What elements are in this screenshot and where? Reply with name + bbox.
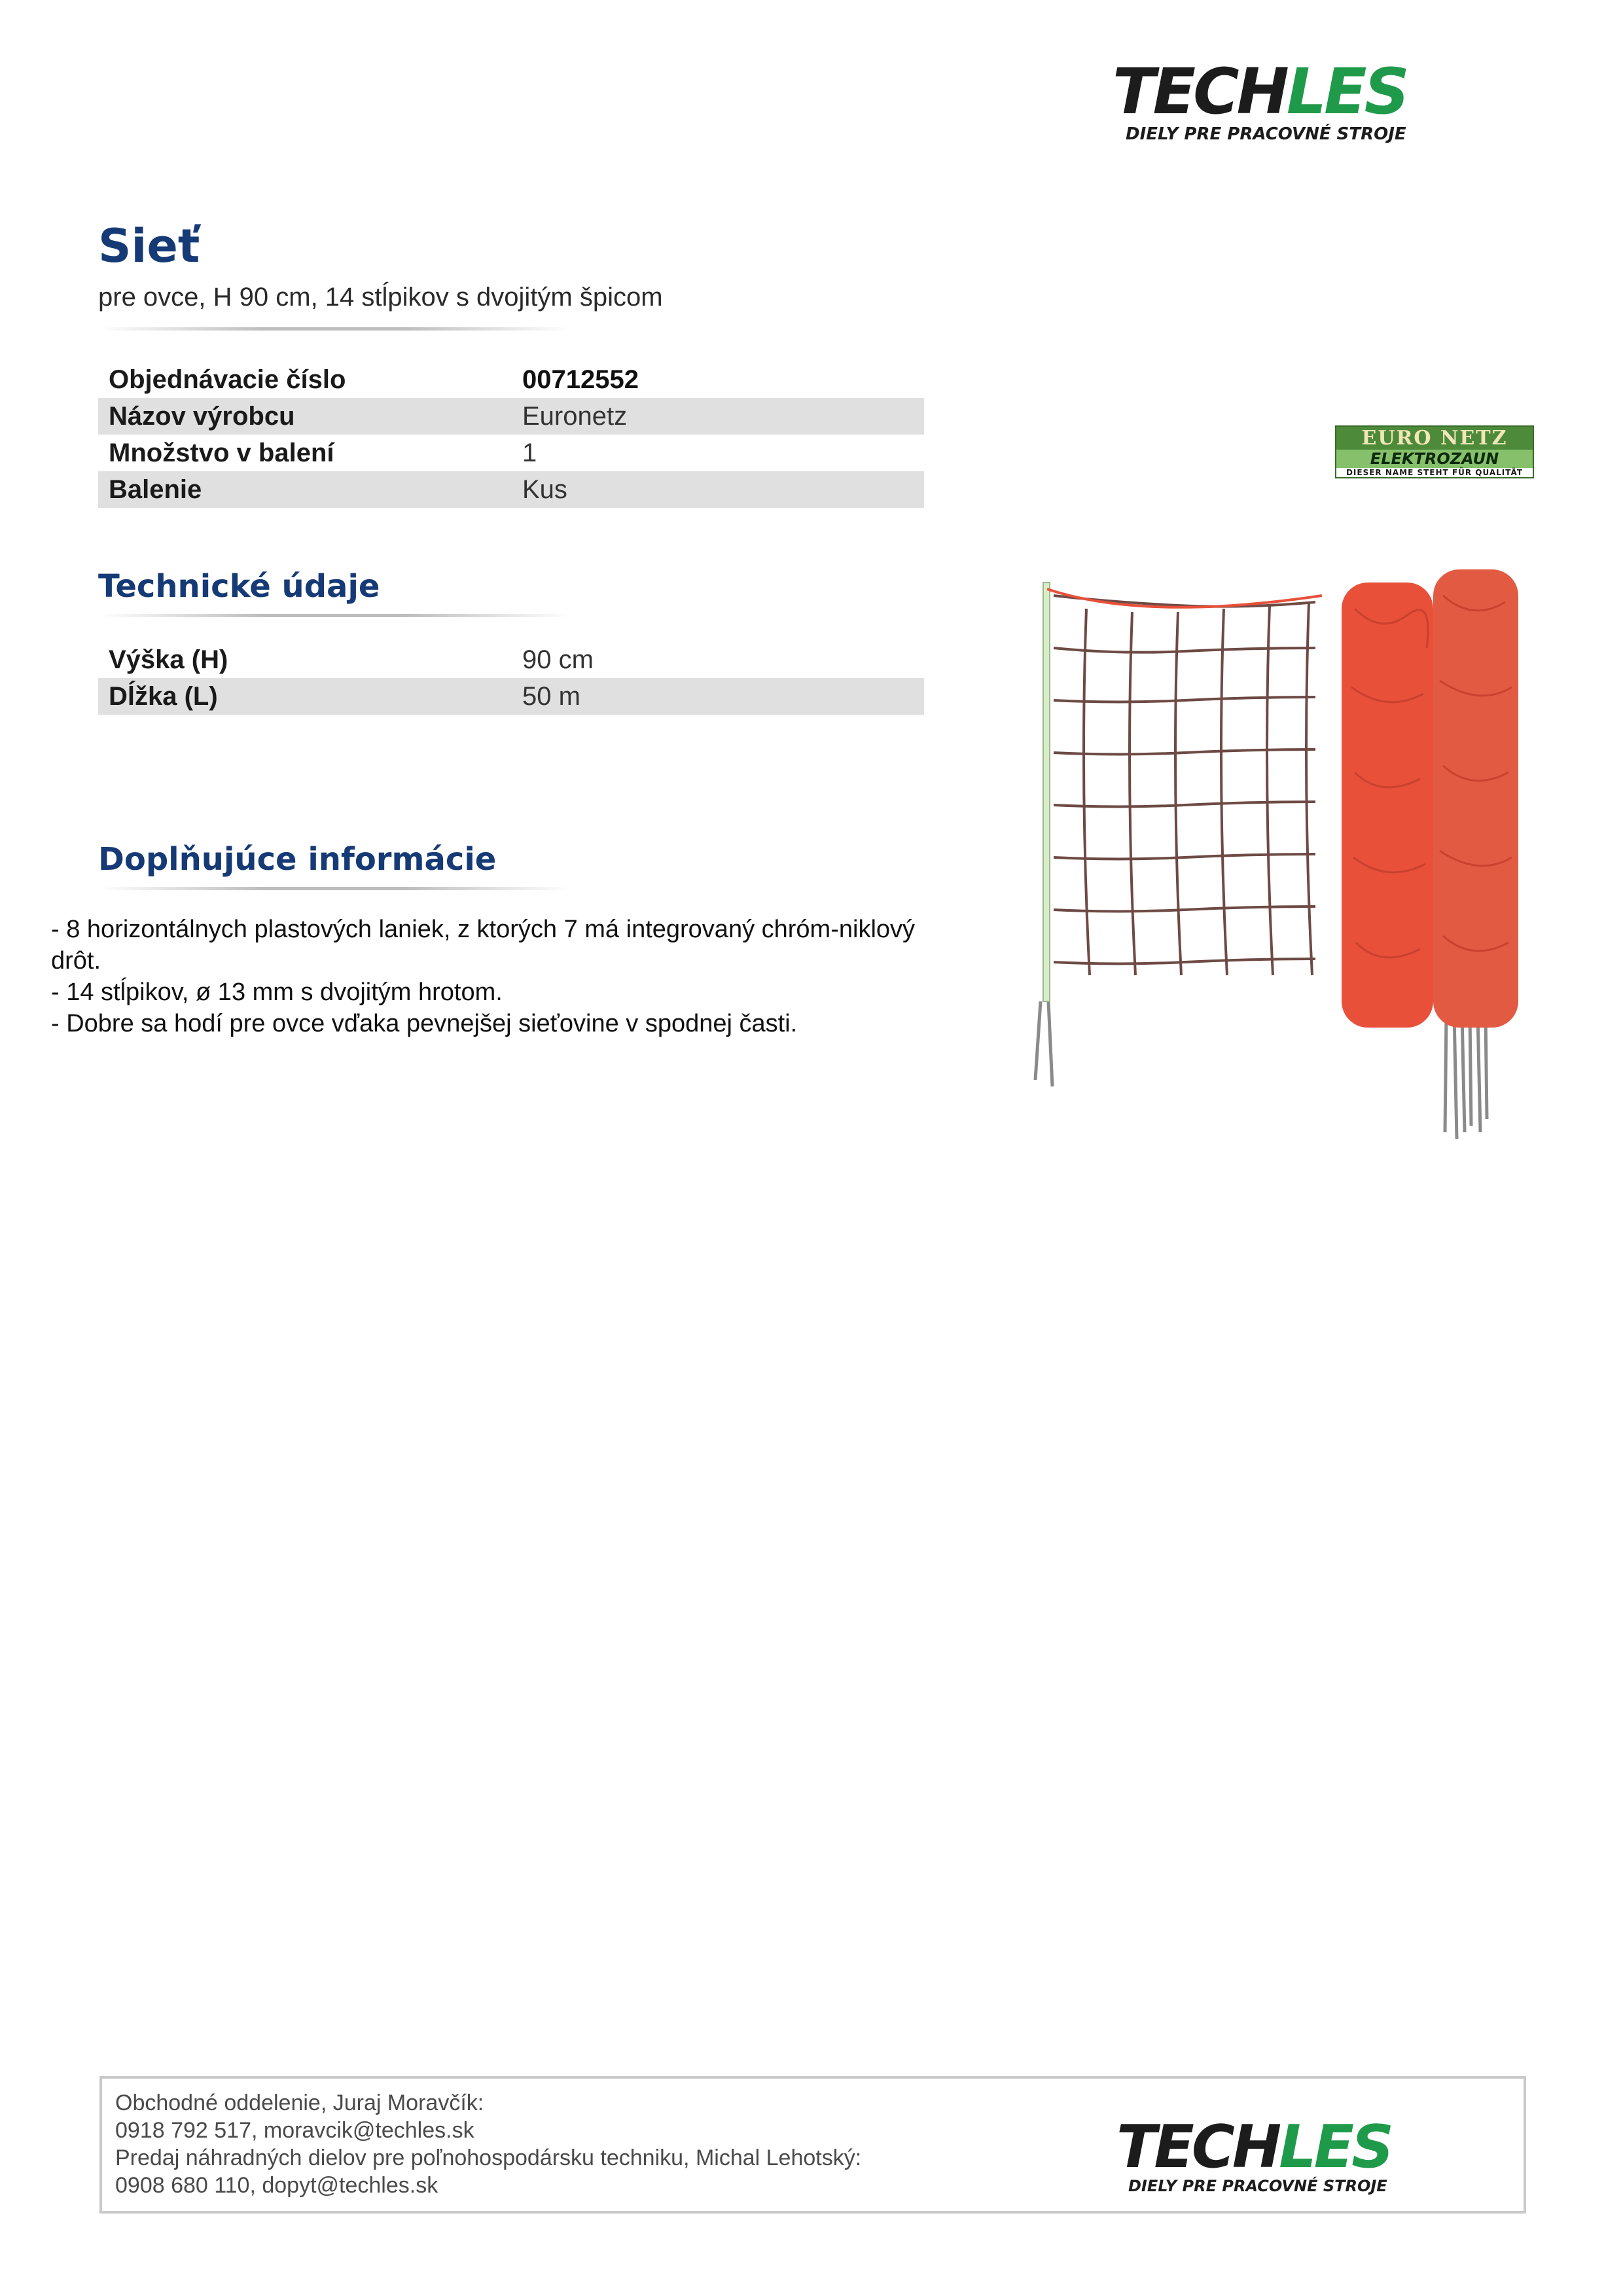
info-line: - 8 horizontálnych plastových laniek, z ktorých 7 má integrovaný chróm-niklový (51, 916, 916, 943)
manufacturer-logo-middle: ELEKTROZAUN (1336, 450, 1533, 468)
table-row (98, 641, 924, 678)
header-logo (1113, 55, 1407, 144)
logo-tech-text: TECH (1113, 55, 1287, 128)
spec-value: 1 (522, 438, 537, 467)
logo-tech-text: TECH (1116, 2113, 1279, 2181)
info-line: - 14 stĺpikov, ø 13 mm s dvojitým hrotom. (51, 978, 503, 1006)
table-row (98, 471, 924, 508)
tech-heading: Technické údaje (98, 568, 380, 605)
info-line: drôt. (51, 947, 101, 975)
spec-label: Balenie (98, 471, 522, 508)
additional-info (51, 914, 993, 1039)
spec-value: 00712552 (522, 365, 639, 394)
logo-les-text: LES (1286, 55, 1407, 128)
footer-line: Obchodné oddelenie, Juraj Moravčík: (115, 2090, 484, 2115)
spec-label: Názov výrobcu (98, 398, 522, 435)
info-line: - Dobre sa hodí pre ovce vďaka pevnejšej sieťovine v spodnej časti. (51, 1010, 798, 1037)
logo-les-text: LES (1279, 2113, 1391, 2181)
tech-divider (98, 614, 569, 617)
net-roll-right (1433, 569, 1518, 1028)
manufacturer-logo-bottom: DIESER NAME STEHT FÜR QUALITÄT (1336, 468, 1533, 477)
logo-tagline: DIELY PRE PRACOVNÉ STROJE (1128, 2177, 1387, 2195)
net-mesh (1054, 596, 1315, 975)
footer-line: 0908 680 110, dopyt@techles.sk (115, 2173, 438, 2198)
page-title: Sieť (98, 219, 200, 273)
net-post (1043, 583, 1050, 1001)
spec-label: Dĺžka (L) (98, 678, 522, 715)
spec-label: Výška (H) (109, 645, 228, 674)
table-row (98, 435, 924, 471)
product-image (1014, 556, 1531, 1145)
spec-value: Kus (522, 471, 924, 508)
footer-line: Predaj náhradných dielov pre poľnohospodársku techniku, Michal Lehotský: (115, 2145, 862, 2170)
footer-logo (1116, 2113, 1391, 2195)
manufacturer-logo-top: EURO NETZ (1336, 427, 1533, 450)
page-subtitle: pre ovce, H 90 cm, 14 stĺpikov s dvojitým špicom (98, 283, 663, 312)
table-row (98, 361, 924, 398)
spec-label: Objednávacie číslo (109, 365, 346, 394)
additional-divider (98, 887, 569, 890)
footer-contact (115, 2089, 861, 2199)
table-row (98, 398, 924, 435)
footer (99, 2076, 1526, 2214)
additional-heading: Doplňujúce informácie (98, 841, 497, 878)
spec-value: 50 m (522, 678, 924, 715)
net-roll-left (1342, 583, 1433, 1028)
spec-label: Množstvo v balení (109, 438, 334, 467)
spec-table (98, 361, 924, 508)
logo-tagline: DIELY PRE PRACOVNÉ STROJE (1126, 124, 1406, 144)
spec-value: 90 cm (522, 645, 594, 674)
spec-value: Euronetz (522, 398, 924, 435)
table-row (98, 678, 924, 715)
title-divider (98, 327, 569, 331)
manufacturer-logo (1335, 425, 1534, 478)
footer-line: 0918 792 517, moravcik@techles.sk (115, 2118, 474, 2143)
tech-table (98, 641, 924, 715)
